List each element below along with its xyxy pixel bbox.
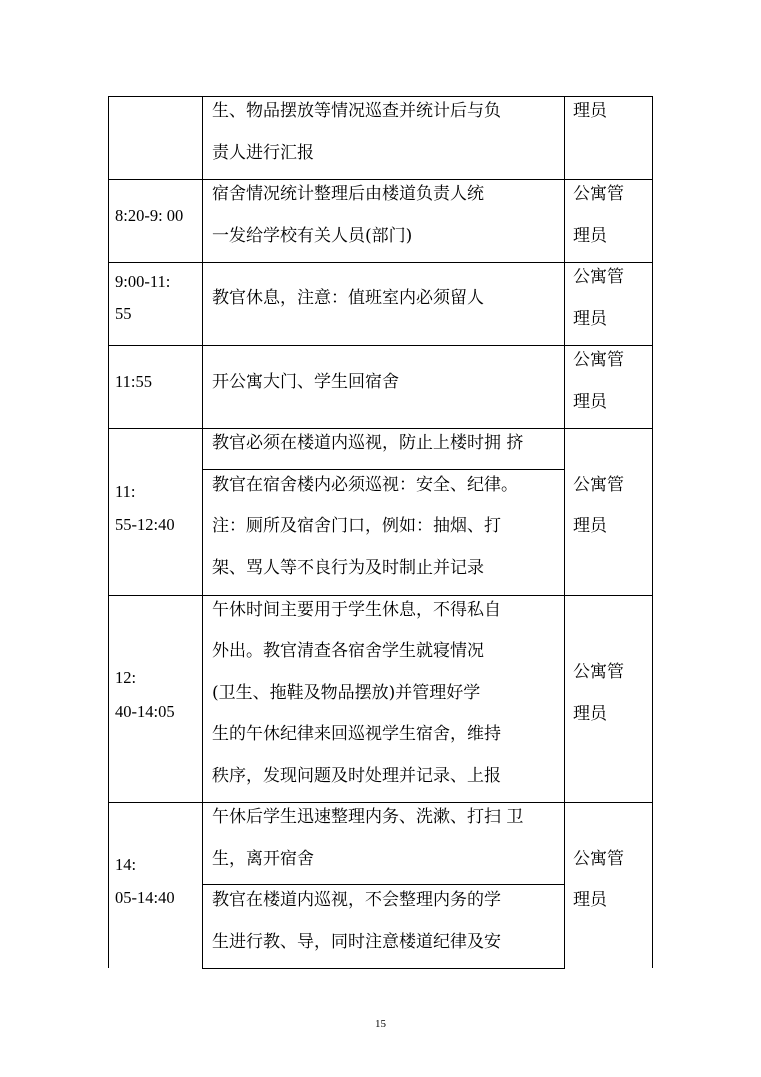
row-content-line: 一发给学校有关人员(部门) <box>212 226 413 246</box>
row-border <box>108 595 653 596</box>
row-content-line: 架、骂人等不良行为及时制止并记录 <box>212 558 484 578</box>
row-time-line: 12: <box>115 668 137 687</box>
row-content-line: 教官必须在楼道内巡视，防止上楼时拥 挤 <box>212 433 524 453</box>
row-content-line: 宿舍情况统计整理后由楼道负责人统 <box>212 184 484 204</box>
row-border <box>108 345 653 346</box>
sub-row-border <box>202 968 565 969</box>
row-time-line: 11: <box>115 482 136 501</box>
row-content-line: 生进行教、导，同时注意楼道纪律及安 <box>212 932 501 952</box>
row-content-line: 外出。教官清查各宿舍学生就寝情况 <box>212 641 484 661</box>
row-time-line: 8:20-9: 00 <box>115 206 184 225</box>
row-border <box>108 179 653 180</box>
row-time-line: 40-14:05 <box>115 702 175 721</box>
row-border <box>108 262 653 263</box>
row-content-line: 生的午休纪律来回巡视学生宿舍，维持 <box>212 724 501 744</box>
row-role-line: 理员 <box>573 704 607 724</box>
sub-row-border <box>202 469 565 470</box>
row-time-line: 05-14:40 <box>115 888 175 907</box>
table-border-right <box>652 96 653 968</box>
row-content-line: 教官在楼道内巡视，不会整理内务的学 <box>212 890 501 910</box>
row-role-line: 公寓管 <box>573 350 624 370</box>
row-role-line: 公寓管 <box>573 849 624 869</box>
row-content-line: 开公寓大门、学生回宿舍 <box>212 372 399 392</box>
row-content-line: (卫生、拖鞋及物品摆放)并管理好学 <box>212 683 481 703</box>
row-role-line: 公寓管 <box>573 475 624 495</box>
column-divider-time <box>202 96 203 968</box>
row-content-line: 责人进行汇报 <box>212 143 314 163</box>
row-content-line: 教官休息，注意：值班室内必须留人 <box>212 288 484 308</box>
row-role-line: 理员 <box>573 516 607 536</box>
row-border <box>108 802 653 803</box>
row-content-line: 生，离开宿舍 <box>212 849 314 869</box>
row-border <box>108 428 653 429</box>
row-content-line: 午休时间主要用于学生休息，不得私自 <box>212 600 501 620</box>
row-content-line: 生、物品摆放等情况巡查并统计后与负 <box>212 101 501 121</box>
row-time-line: 14: <box>115 855 137 874</box>
row-border <box>108 96 653 97</box>
row-time-line: 11:55 <box>115 372 152 391</box>
sub-row-border <box>202 884 565 885</box>
row-role-line: 理员 <box>573 101 607 121</box>
row-role-line: 公寓管 <box>573 267 624 287</box>
row-time-line: 55-12:40 <box>115 515 175 534</box>
row-role-line: 理员 <box>573 226 607 246</box>
row-role-line: 理员 <box>573 890 607 910</box>
row-role-line: 理员 <box>573 309 607 329</box>
column-divider-role <box>564 96 565 968</box>
row-role-line: 公寓管 <box>573 662 624 682</box>
row-content-line: 午休后学生迅速整理内务、洗漱、打扫 卫 <box>212 807 524 827</box>
row-content-line: 教官在宿舍楼内必须巡视：安全、纪律。 <box>212 475 518 495</box>
row-time-line: 9:00-11: <box>115 272 171 291</box>
row-content-line: 注：厕所及宿舍门口，例如：抽烟、打 <box>212 516 501 536</box>
row-content-line: 秩序，发现问题及时处理并记录、上报 <box>212 766 501 786</box>
row-time-line: 55 <box>115 304 132 323</box>
table-border-left <box>108 96 109 968</box>
row-role-line: 理员 <box>573 392 607 412</box>
page-number: 15 <box>375 1018 386 1030</box>
row-role-line: 公寓管 <box>573 184 624 204</box>
